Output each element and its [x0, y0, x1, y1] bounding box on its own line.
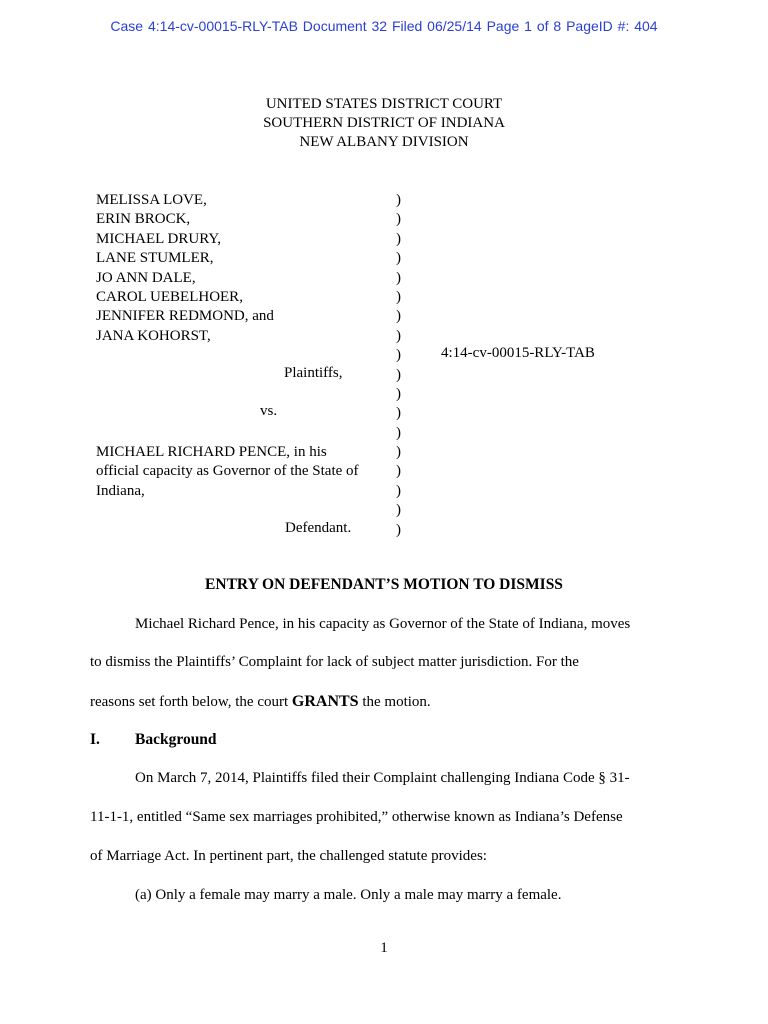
grants-emphasis: GRANTS [291, 693, 359, 710]
plaintiff-name: ERIN BROCK, [96, 211, 191, 228]
page-number: 1 [380, 940, 388, 956]
plaintiff-name: MELISSA LOVE, [96, 192, 207, 208]
caption-paren: ) [396, 463, 401, 480]
plaintiff-name: MICHAEL DRURY, [96, 230, 222, 247]
entry-title: ENTRY ON DEFENDANT’S MOTION TO DISMISS [205, 576, 563, 593]
background-line-2: 11-1-1, entitled “Same sex marriages prohibited,” otherwise known as Indiana’s Defense [90, 809, 623, 825]
caption-paren: ) [396, 308, 401, 325]
defendant-capacity: official capacity as Governor of the State of [96, 463, 359, 480]
caption-paren: ) [396, 444, 401, 461]
filing-header: Case 4:14-cv-00015-RLY-TAB Document 32 Filed 06/25/14 Page 1 of 8 PageID #: 404 [110, 18, 658, 34]
caption-paren: ) [396, 192, 401, 208]
intro-line-1: Michael Richard Pence, in his capacity as Governor of the State of Indiana, moves [135, 616, 631, 632]
caption-paren: ) [396, 502, 401, 519]
intro-line-2: to dismiss the Plaintiffs’ Complaint for lack of subject matter jurisdiction. For the [90, 654, 579, 670]
caption-paren: ) [396, 347, 401, 364]
background-line-3: of Marriage Act. In pertinent part, the challenged statute provides: [90, 848, 487, 864]
versus-label: vs. [260, 403, 278, 419]
defendant-state: Indiana, [96, 482, 145, 499]
caption-paren: ) [396, 230, 401, 247]
plaintiff-name: JO ANN DALE, [96, 269, 196, 286]
court-name: UNITED STATES DISTRICT COURT [265, 96, 503, 112]
intro-text: reasons set forth below, the court [90, 694, 292, 710]
court-division: NEW ALBANY DIVISION [299, 134, 469, 150]
caption-paren: ) [396, 288, 401, 305]
intro-line-3 [90, 693, 431, 711]
statute-quote: (a) Only a female may marry a male. Only a male may marry a female. [135, 887, 562, 903]
plaintiffs-label: Plaintiffs, [284, 365, 343, 381]
case-caption-parties [96, 191, 359, 501]
defendant-label: Defendant. [285, 520, 352, 536]
intro-text-end: the motion. [358, 694, 431, 710]
caption-paren: ) [396, 366, 401, 383]
plaintiff-name: JENNIFER REDMOND, and [96, 308, 274, 325]
court-district: SOUTHERN DISTRICT OF INDIANA [263, 115, 505, 131]
defendant-name: MICHAEL RICHARD PENCE, in his [96, 444, 327, 461]
plaintiff-name: LANE STUMLER, [96, 250, 214, 267]
plaintiff-name: JANA KOHORST, [96, 327, 211, 344]
caption-paren: ) [396, 424, 401, 441]
caption-paren: ) [396, 211, 401, 228]
caption-paren: ) [396, 405, 401, 422]
caption-paren: ) [396, 521, 401, 538]
plaintiff-name: CAROL UEBELHOER, [96, 288, 243, 305]
caption-paren: ) [396, 482, 401, 499]
section-title: Background [135, 731, 217, 748]
court-heading [0, 95, 768, 152]
caption-paren: ) [396, 385, 401, 402]
background-line-1: On March 7, 2014, Plaintiffs filed their Complaint challenging Indiana Code § 31- [135, 770, 630, 786]
caption-paren: ) [396, 269, 401, 286]
case-number: 4:14-cv-00015-RLY-TAB [441, 345, 595, 361]
section-number: I. [90, 731, 100, 748]
caption-parentheses [396, 191, 401, 540]
caption-paren: ) [396, 250, 401, 267]
caption-paren: ) [396, 327, 401, 344]
